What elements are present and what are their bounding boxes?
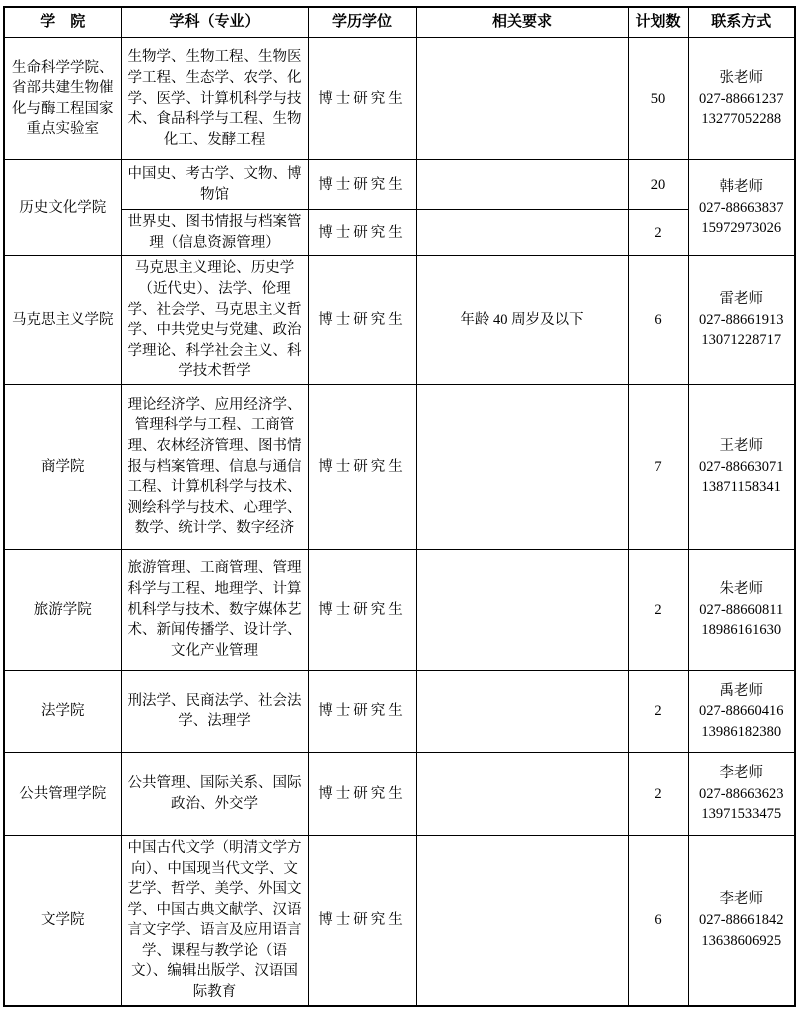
contact-phone: 027-88663837 <box>698 199 784 216</box>
contact-cell <box>688 384 795 549</box>
plan-count-cell: 2 <box>628 210 688 256</box>
contact-cell <box>688 670 795 752</box>
contact-name: 禹老师 <box>719 682 763 699</box>
header-requirement: 相关要求 <box>416 7 628 38</box>
contact-name: 李老师 <box>719 891 763 908</box>
degree-cell: 博士研究生 <box>308 160 416 210</box>
contact-name: 雷老师 <box>719 291 763 308</box>
plan-count-cell: 7 <box>628 384 688 549</box>
college-cell: 生命科学学院、省部共建生物催化与酶工程国家重点实验室 <box>4 38 121 160</box>
degree-cell: 博士研究生 <box>308 384 416 549</box>
contact-phone: 13971533475 <box>701 806 782 823</box>
degree-cell: 博士研究生 <box>308 752 416 835</box>
contact-name: 李老师 <box>719 765 763 782</box>
contact-name: 张老师 <box>719 69 763 86</box>
majors-cell: 旅游管理、工商管理、管理科学与工程、地理学、计算机科学与技术、数字媒体艺术、新闻传播学、设计学、文化产业管理 <box>121 549 308 670</box>
table-body <box>4 38 795 1006</box>
requirement-cell <box>416 38 628 160</box>
table-row <box>4 670 795 752</box>
college-cell: 公共管理学院 <box>4 752 121 835</box>
degree-cell: 博士研究生 <box>308 670 416 752</box>
plan-count-cell: 2 <box>628 670 688 752</box>
majors-cell: 公共管理、国际关系、国际政治、外交学 <box>121 752 308 835</box>
contact-phone: 13277052288 <box>701 111 782 128</box>
majors-cell: 中国史、考古学、文物、博物馆 <box>121 160 308 210</box>
contact-phone: 13638606925 <box>701 932 782 949</box>
contact-cell <box>688 160 795 256</box>
table-row <box>4 210 795 256</box>
table-row <box>4 160 795 210</box>
degree-cell: 博士研究生 <box>308 38 416 160</box>
degree-cell: 博士研究生 <box>308 210 416 256</box>
header-majors: 学科（专业） <box>121 7 308 38</box>
contact-name: 韩老师 <box>719 179 763 195</box>
table-row <box>4 38 795 160</box>
college-cell: 法学院 <box>4 670 121 752</box>
plan-count-cell: 6 <box>628 835 688 1005</box>
college-cell: 旅游学院 <box>4 549 121 670</box>
contact-phone: 027-88661913 <box>698 311 784 328</box>
requirement-cell <box>416 549 628 670</box>
table-row <box>4 384 795 549</box>
contact-phone: 027-88661237 <box>698 90 784 107</box>
contact-phone: 18986161630 <box>701 622 782 639</box>
table-row <box>4 752 795 835</box>
majors-cell: 中国古代文学（明清文学方向）、中国现当代文学、文艺学、哲学、美学、外国文学、中国古典文献学、汉语言文字学、语言及应用语言学、课程与教学论（语文）、编辑出版学、汉语国际教育 <box>121 835 308 1005</box>
plan-count-cell: 2 <box>628 549 688 670</box>
majors-cell: 世界史、图书情报与档案管理（信息资源管理） <box>121 210 308 256</box>
contact-phone: 027-88660416 <box>698 703 784 720</box>
requirement-cell <box>416 670 628 752</box>
plan-count-cell: 6 <box>628 256 688 384</box>
contact-name: 朱老师 <box>719 581 763 598</box>
table-row <box>4 256 795 384</box>
plan-count-cell: 20 <box>628 160 688 210</box>
contact-phone: 15972973026 <box>701 220 782 237</box>
contact-cell <box>688 549 795 670</box>
degree-cell: 博士研究生 <box>308 835 416 1005</box>
majors-cell: 马克思主义理论、历史学（近代史）、法学、伦理学、社会学、马克思主义哲学、中共党史与党建、政治学理论、科学社会主义、科学技术哲学 <box>121 256 308 384</box>
plan-count-cell: 2 <box>628 752 688 835</box>
header-contact: 联系方式 <box>688 7 795 38</box>
college-cell: 文学院 <box>4 835 121 1005</box>
college-cell: 商学院 <box>4 384 121 549</box>
requirement-cell <box>416 835 628 1005</box>
contact-phone: 027-88663071 <box>698 458 784 475</box>
table-row <box>4 835 795 1005</box>
majors-cell: 理论经济学、应用经济学、管理科学与工程、工商管理、农林经济管理、图书情报与档案管理、信息与通信工程、计算机科学与技术、测绘科学与技术、心理学、数学、统计学、数字经济 <box>121 384 308 549</box>
contact-name: 王老师 <box>719 438 763 455</box>
requirement-cell <box>416 210 628 256</box>
contact-cell <box>688 256 795 384</box>
requirement-cell <box>416 752 628 835</box>
contact-cell <box>688 752 795 835</box>
college-cell: 马克思主义学院 <box>4 256 121 384</box>
table-row <box>4 549 795 670</box>
contact-cell <box>688 38 795 160</box>
contact-phone: 027-88661842 <box>698 911 784 928</box>
contact-phone: 027-88663623 <box>698 785 784 802</box>
header-college: 学 院 <box>4 7 121 38</box>
requirement-cell: 年龄 40 周岁及以下 <box>416 256 628 384</box>
header-plan-count: 计划数 <box>628 7 688 38</box>
recruitment-table <box>3 6 796 1007</box>
requirement-cell <box>416 160 628 210</box>
header-degree: 学历学位 <box>308 7 416 38</box>
contact-phone: 13986182380 <box>701 723 782 740</box>
plan-count-cell: 50 <box>628 38 688 160</box>
majors-cell: 刑法学、民商法学、社会法学、法理学 <box>121 670 308 752</box>
contact-phone: 13871158341 <box>701 479 781 496</box>
header-row <box>4 7 795 38</box>
degree-cell: 博士研究生 <box>308 256 416 384</box>
degree-cell: 博士研究生 <box>308 549 416 670</box>
contact-phone: 027-88660811 <box>699 601 784 618</box>
table-header <box>4 7 795 38</box>
requirement-cell <box>416 384 628 549</box>
majors-cell: 生物学、生物工程、生物医学工程、生态学、农学、化学、医学、计算机科学与技术、食品科学与工程、生物化工、发酵工程 <box>121 38 308 160</box>
contact-phone: 13071228717 <box>701 332 782 349</box>
contact-cell <box>688 835 795 1005</box>
college-cell: 历史文化学院 <box>4 160 121 256</box>
